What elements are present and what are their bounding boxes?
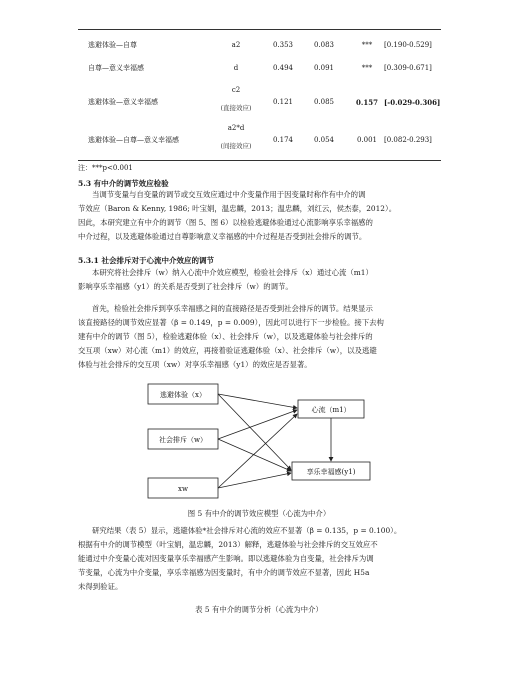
table-title: 表 5 有中介的调节分析（心流为中介） [195,605,323,614]
section-heading: 5.3 有中介的调节效应检验 [78,179,169,188]
coef-cell: a2 [231,41,241,49]
table-note: 注：***p<0.001 [78,164,133,172]
text-line: 该直接路径的调节效应显著（β = 0.149，p = 0.009），因此可以进行下一步检验。接下去构 [78,318,384,327]
ci-cell: [0.309-0.671] [384,64,432,72]
ci-cell: [0.190-0.529] [384,41,432,49]
text-line: 中介过程，以及逃避体验通过自尊影响意义幸福感的中介过程是否受到社会排斥的调节。 [78,232,367,241]
xw-node-label: xw [178,485,188,493]
se-cell: 0.054 [313,136,335,144]
y1-node-label: 享乐幸福感(y1) [306,468,356,476]
coef-cell: a2*d [227,124,245,132]
path-cell: 逃避体验—意义幸福感 [88,98,158,106]
text-line: 交互项（xw）对心流（m1）的效应，再接着验证逃避体验（x）、社会排斥（w），以及逃避 [78,346,377,355]
text-line: 当调节变量与自变量的调节或交互效应通过中介变量作用于因变量时称作有中介的调 [92,190,366,199]
moderated-mediation-diagram [140,380,380,502]
table-row [78,30,441,58]
p-cell: 0.001 [356,136,378,144]
text-line: 根据有中介的调节模型（叶宝娟，温忠麟，2013）解释，逃避体验与社会排斥的交互效应不 [78,540,378,549]
estimate-cell: 0.121 [272,98,294,106]
estimate-cell: 0.494 [272,64,294,72]
mediation-table [78,29,441,161]
figure-caption: 图 5 有中介的调节效应模型（心流为中介） [187,509,331,518]
estimate-cell: 0.174 [272,136,294,144]
arrow-xw-y1 [218,473,291,488]
results-paragraph [78,524,441,594]
section-paragraph [78,188,441,244]
text-line: 节效应（Baron & Kenny, 1986; 叶宝娟，温忠麟，2013；温忠麟，刘红云，侯杰泰，2012）。 [78,204,397,213]
text-line: 因此，本研究建立有中介的调节（图 5、图 6）以检验逃避体验通过心流影响享乐幸福感的 [78,218,373,227]
text-line: 未得到验证。 [78,582,123,591]
p-cell: *** [361,41,373,49]
se-cell: 0.085 [313,98,335,106]
path-cell: 逃避体验—自尊—意义幸福感 [88,136,179,144]
arrow-w-y1 [218,439,291,471]
ci-cell: [-0.029-0.306] [384,98,441,107]
p-cell: 0.157 [356,98,378,107]
text-line: 节变量，心流为中介变量，享乐幸福感为因变量时，有中介的调节效应不显著，因此 H5a [78,568,370,577]
se-cell: 0.083 [313,41,335,49]
text-line: 建有中介的调节（图 5），检验逃避体验（x）、社会排斥（w），以及逃避体验与社会排斥的 [78,332,373,341]
m1-node-label: 心流（m1） [311,406,351,414]
subsection-heading: 5.3.1 社会排斥对于心流中介效应的调节 [78,256,214,265]
estimate-cell: 0.353 [272,41,294,49]
coef-cell: c2 [231,86,241,94]
x-node-label: 逃避体验（x） [160,391,206,399]
se-cell: 0.091 [313,64,335,72]
w-node-label: 社会排斥（w） [159,436,207,444]
table-row [78,84,441,120]
text-line: 研究结果（表 5）显示，逃避体验*社会排斥对心流的效应不显著（β = 0.135，p = 0.100）。 [92,526,402,535]
path-cell: 逃避体验—自尊 [88,41,137,49]
arrow-xw-m1 [218,414,297,488]
coef-sub-cell: (间接效应) [220,142,252,150]
p-cell: *** [361,64,373,72]
text-line: 首先，检验社会排斥到享乐幸福感之间的直接路径是否受到社会排斥的调节。结果显示 [92,304,373,313]
text-line: 体验与社会排斥的交互项（xw）对享乐幸福感（y1）的效应是否显著。 [78,360,312,369]
subsection-paragraph [78,266,441,294]
table-row [78,58,441,84]
coef-cell: d [233,64,239,72]
text-line: 能通过中介变量心流对因变量享乐幸福感产生影响。即以逃避体验为自变量，社会排斥为调 [78,554,374,563]
table-row [78,120,441,160]
subsection-paragraph [78,302,441,372]
ci-cell: [0.082-0.293] [384,136,432,144]
coef-sub-cell: (直接效应) [220,104,252,112]
text-line: 本研究将社会排斥（w）纳入心流中介效应模型，检验社会排斥（x）通过心流（m1） [92,268,373,277]
text-line: 影响享乐幸福感（y1）的关系是否受到了社会排斥（w）的调节。 [78,282,293,291]
path-cell: 自尊—意义幸福感 [88,64,144,72]
